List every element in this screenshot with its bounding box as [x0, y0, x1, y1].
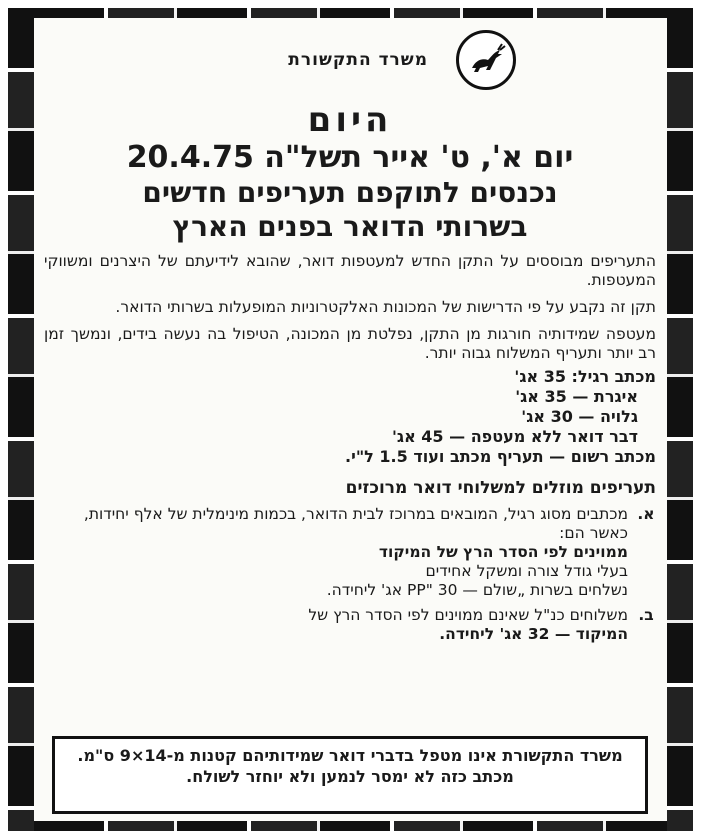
rates-list [44, 367, 656, 467]
date-line: יום א', ט' אייר תשל"ה 20.4.75 [126, 140, 574, 175]
top-border-ornament [34, 8, 667, 18]
notice-box [52, 736, 648, 814]
today-heading: היום [307, 100, 393, 140]
left-border-ornament [8, 8, 34, 831]
rate-registered: מכתב רשום — תעריף מכתב ועוד 1.5 ל"י. [345, 447, 656, 466]
item-b-line-1: משלוחים כנ"ל שאינם ממוינים לפי הסדר הרץ של [308, 606, 628, 624]
body-paragraph-3: מעטפה שמידותיה חורגות מן התקן, נפלטת מן המכונה, הטיפול בה נעשה בידים, ונמשך זמן רב יותר ותעריף המשלוח גבוה יותר. [44, 325, 656, 362]
rate-no-envelope: דבר דואר ללא מעטפה — 45 אג' [392, 427, 638, 446]
item-b-body [308, 606, 628, 644]
bulk-item-b [44, 606, 656, 644]
ad-content [44, 24, 656, 814]
rate-postcard: גלויה — 30 אג' [521, 407, 638, 426]
body-paragraph-1: התעריפים מבוססים על התקן החדש למעטפות דואר, שהובא לידיעתם של היצרנים ומשווקי המעטפות. [44, 252, 656, 289]
item-a-line-4: נשלחים בשרות „שולם — PP" 30 אג' ליחידה. [326, 581, 628, 599]
item-a-line-2: ממוינים לפי הסדר הרץ של המיקוד [378, 543, 628, 561]
item-a-line-1: מכתבים מסוג רגיל, המובאים במרוכז לבית הדואר, בכמות מינימלית של אלף יחידות, כאשר הם: [83, 505, 628, 542]
rate-aerogramme: איגרת — 35 אג' [515, 387, 638, 406]
deer-logo-icon [456, 30, 516, 90]
right-border-ornament [667, 8, 693, 831]
item-b-line-2: המיקוד — 32 אג' ליחידה. [439, 625, 628, 643]
bulk-item-a [44, 505, 656, 600]
item-b-marker: ב. [638, 606, 654, 624]
body-paragraph-2: תקן זה נקבע על פי הדרישות של המכונות האלקטרוניות המופעלות בשרותי הדואר. [115, 298, 656, 316]
bottom-border-ornament [34, 821, 667, 831]
ad-header [44, 24, 656, 96]
item-a-body [44, 505, 628, 600]
ministry-name: משרד התקשורת [288, 50, 428, 70]
rate-regular-letter: מכתב רגיל: 35 אג' [514, 367, 656, 386]
bulk-rates-title: תעריפים מוזלים למשלוחי דואר מרוכזים [345, 478, 656, 498]
item-a-line-3: בעלי גודל צורה ומשקל אחידים [425, 562, 628, 580]
headline-line-1: נכנסים לתוקפם תעריפים חדשים [142, 176, 558, 209]
item-a-marker: א. [637, 505, 655, 523]
notice-text: משרד התקשורת אינו מטפל בדברי דואר שמידותיהם קטנות מ-14×9 ס"מ. מכתב כזה לא ימסר לנמען ולא יוחזר לשולח. [77, 746, 623, 786]
headline-line-2: בשרותי הדואר בפנים הארץ [172, 210, 528, 243]
